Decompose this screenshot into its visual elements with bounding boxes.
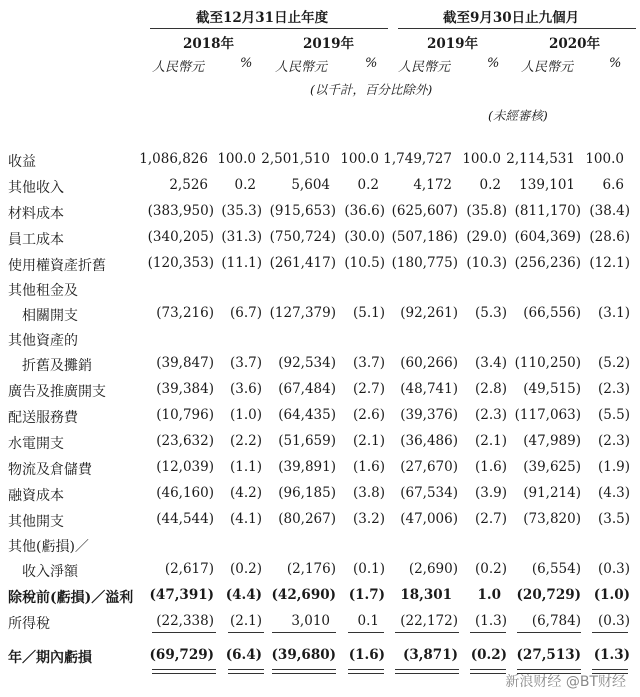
- row-label: 其他(虧損)／: [8, 539, 89, 555]
- percent-cell: 6.6: [602, 177, 624, 193]
- row-label: 配送服務費: [8, 410, 78, 426]
- percent-cell: 100.0: [340, 151, 379, 167]
- watermark: 新浪财经 @BT财经: [505, 674, 626, 690]
- percent-cell: (0.2): [474, 561, 507, 577]
- percent-cell: (1.0): [593, 587, 630, 603]
- row-label: 收益: [8, 154, 36, 170]
- percent-cell: (6.7): [229, 305, 262, 321]
- subtotal-rule: [395, 632, 459, 633]
- amount-cell: (180,775): [391, 255, 458, 271]
- table-row: [0, 203, 640, 225]
- amount-cell: (3,871): [402, 647, 458, 663]
- percent-cell: (2.7): [474, 511, 507, 527]
- row-label: 材料成本: [8, 206, 64, 222]
- amount-cell: (51,659): [278, 433, 336, 449]
- percent-cell: (1.0): [229, 407, 262, 423]
- percent-cell: (2.1): [474, 433, 507, 449]
- percent-cell: (4.3): [597, 485, 630, 501]
- amount-cell: (39,625): [523, 459, 581, 475]
- percent-cell: (3.6): [229, 381, 262, 397]
- amount-cell: (39,847): [156, 355, 214, 371]
- amount-cell: (47,391): [149, 587, 214, 603]
- percent-cell: (5.2): [597, 355, 630, 371]
- percent-cell: (4.4): [225, 587, 262, 603]
- amount-cell: (39,384): [156, 381, 214, 397]
- amount-cell: (2,176): [286, 561, 336, 577]
- percent-cell: (3.2): [352, 511, 385, 527]
- percent-cell: (4.2): [229, 485, 262, 501]
- percent-cell: 0.2: [234, 177, 256, 193]
- amount-cell: (67,484): [278, 381, 336, 397]
- table-row: [0, 539, 640, 583]
- amount-cell: (92,534): [278, 355, 336, 371]
- percent-cell: (1.6): [352, 459, 385, 475]
- row-label: 員工成本: [8, 232, 64, 248]
- amount-cell: (22,338): [156, 613, 214, 629]
- amount-cell: 2,114,531: [506, 151, 575, 167]
- percent-cell: (6.4): [225, 647, 262, 663]
- header-underline: [398, 28, 636, 29]
- amount-cell: (39,376): [400, 407, 458, 423]
- amount-cell: (507,186): [391, 229, 458, 245]
- percent-cell: 100.0: [585, 151, 624, 167]
- percent-cell: (1.3): [593, 647, 630, 663]
- percent-cell: (10.3): [466, 255, 507, 271]
- amount-cell: (91,214): [523, 485, 581, 501]
- amount-cell: (44,544): [156, 511, 214, 527]
- table-row: [0, 333, 640, 377]
- percent-cell: (2.8): [474, 381, 507, 397]
- amount-cell: (80,267): [278, 511, 336, 527]
- total-double-rule: [152, 669, 216, 674]
- percent-cell: (30.0): [344, 229, 385, 245]
- percent-cell: (3.7): [352, 355, 385, 371]
- percent-cell: (12.1): [589, 255, 630, 271]
- amount-cell: (48,741): [400, 381, 458, 397]
- percent-cell: (1.9): [597, 459, 630, 475]
- percent-cell: (5.3): [474, 305, 507, 321]
- amount-cell: 5,604: [291, 177, 330, 193]
- subtotal-rule: [470, 632, 506, 633]
- percent-cell: 1.0: [477, 587, 501, 603]
- subtotal-rule: [592, 632, 628, 633]
- percent-cell: (1.1): [229, 459, 262, 475]
- total-double-rule: [272, 669, 336, 674]
- row-label: 物流及倉儲費: [8, 462, 92, 478]
- amount-cell: (60,266): [400, 355, 458, 371]
- amount-cell: (2,690): [408, 561, 458, 577]
- amount-cell: (20,729): [516, 587, 581, 603]
- amount-cell: (69,729): [149, 647, 214, 663]
- percent-cell: (1.7): [348, 587, 385, 603]
- percent-cell: (0.3): [597, 613, 630, 629]
- percent-cell: 0.2: [357, 177, 379, 193]
- currency-header: 人民幣元: [152, 60, 205, 75]
- amount-cell: (73,216): [156, 305, 214, 321]
- percent-cell: (28.6): [589, 229, 630, 245]
- amount-cell: (6,554): [531, 561, 581, 577]
- percent-cell: 100.0: [462, 151, 501, 167]
- amount-cell: 139,101: [519, 177, 575, 193]
- amount-cell: (625,607): [391, 203, 458, 219]
- amount-cell: (47,006): [400, 511, 458, 527]
- percent-cell: (3.1): [597, 305, 630, 321]
- table-row: [0, 511, 640, 533]
- row-label: 其他資產的: [8, 333, 78, 349]
- amount-cell: (383,950): [147, 203, 214, 219]
- year-header: 2019年: [303, 36, 355, 52]
- percent-cell: (1.3): [474, 613, 507, 629]
- percent-cell: (5.5): [597, 407, 630, 423]
- percent-cell: (3.9): [474, 485, 507, 501]
- subtotal-rule: [517, 632, 581, 633]
- row-label: 廣告及推廣開支: [8, 384, 106, 400]
- percent-cell: (0.2): [470, 647, 507, 663]
- percent-cell: (2.3): [474, 407, 507, 423]
- currency-header: 人民幣元: [275, 60, 328, 75]
- total-double-rule: [348, 669, 384, 674]
- percent-cell: (2.1): [229, 613, 262, 629]
- amount-cell: (96,185): [278, 485, 336, 501]
- row-label: 相關開支: [22, 308, 78, 324]
- percent-cell: (36.6): [344, 203, 385, 219]
- amount-cell: (340,205): [147, 229, 214, 245]
- percent-cell: (3.5): [597, 511, 630, 527]
- percent-cell: (3.4): [474, 355, 507, 371]
- amount-cell: (750,724): [269, 229, 336, 245]
- percent-cell: 100.0: [217, 151, 256, 167]
- currency-header: 人民幣元: [521, 60, 574, 75]
- percent-cell: (2.3): [597, 433, 630, 449]
- table-row: [0, 229, 640, 251]
- amount-cell: (6,784): [531, 613, 581, 629]
- row-label: 年／期內虧損: [8, 650, 92, 666]
- subtotal-rule: [152, 632, 216, 633]
- amount-cell: 4,172: [413, 177, 452, 193]
- amount-cell: (12,039): [156, 459, 214, 475]
- amount-cell: (23,632): [156, 433, 214, 449]
- amount-cell: (39,680): [271, 647, 336, 663]
- year-header: 2018年: [183, 36, 235, 52]
- percent-cell: (35.3): [221, 203, 262, 219]
- amount-cell: (117,063): [514, 407, 581, 423]
- percent-header: %: [365, 56, 378, 71]
- subtotal-rule: [272, 632, 336, 633]
- amount-cell: (39,891): [278, 459, 336, 475]
- currency-header: 人民幣元: [398, 60, 451, 75]
- row-label: 其他開支: [8, 514, 64, 530]
- table-row: [0, 255, 640, 277]
- table-row: [0, 177, 640, 199]
- percent-header: %: [609, 56, 622, 71]
- percent-cell: (2.7): [352, 381, 385, 397]
- table-row: [0, 647, 640, 669]
- row-label: 折舊及攤銷: [22, 358, 92, 374]
- amount-cell: (811,170): [514, 203, 581, 219]
- table-row: [0, 485, 640, 507]
- table-row: [0, 407, 640, 429]
- percent-cell: (3.8): [352, 485, 385, 501]
- percent-cell: (1.6): [474, 459, 507, 475]
- year-header: 2020年: [549, 36, 601, 52]
- amount-cell: (92,261): [400, 305, 458, 321]
- row-label: 所得稅: [8, 616, 50, 632]
- unaudited-note: (未經審核): [488, 108, 548, 123]
- total-double-rule: [228, 669, 264, 674]
- amount-cell: 18,301: [400, 587, 452, 603]
- amount-cell: 1,749,727: [383, 151, 452, 167]
- percent-cell: (0.3): [597, 561, 630, 577]
- percent-cell: (2.2): [229, 433, 262, 449]
- table-row: [0, 433, 640, 455]
- amount-cell: (120,353): [147, 255, 214, 271]
- percent-cell: (3.7): [229, 355, 262, 371]
- percent-cell: (11.1): [221, 255, 262, 271]
- amount-cell: (2,617): [164, 561, 214, 577]
- percent-cell: (2.1): [352, 433, 385, 449]
- amount-cell: (27,513): [516, 647, 581, 663]
- amount-cell: (110,250): [514, 355, 581, 371]
- table-row: [0, 459, 640, 481]
- row-label: 除稅前(虧損)／溢利: [8, 590, 134, 606]
- row-label: 水電開支: [8, 436, 64, 452]
- percent-cell: (1.6): [348, 647, 385, 663]
- percent-cell: (4.1): [229, 511, 262, 527]
- amount-cell: (915,653): [269, 203, 336, 219]
- amount-cell: (49,515): [523, 381, 581, 397]
- percent-cell: (0.1): [352, 561, 385, 577]
- percent-cell: 0.1: [357, 613, 379, 629]
- amount-cell: (42,690): [271, 587, 336, 603]
- amount-cell: 2,501,510: [261, 151, 330, 167]
- total-double-rule: [395, 669, 459, 674]
- row-label: 收入淨額: [22, 564, 78, 580]
- row-label: 融資成本: [8, 488, 64, 504]
- amount-cell: (22,172): [400, 613, 458, 629]
- amount-cell: (47,989): [523, 433, 581, 449]
- amount-cell: (66,556): [523, 305, 581, 321]
- percent-header: %: [240, 56, 253, 71]
- percent-cell: (35.8): [466, 203, 507, 219]
- percent-cell: (10.5): [344, 255, 385, 271]
- amount-cell: (73,820): [523, 511, 581, 527]
- percent-cell: (2.6): [352, 407, 385, 423]
- table-row: [0, 283, 640, 327]
- period-header-fiscal-year: 截至12月31日止年度: [196, 10, 329, 26]
- period-header-nine-months: 截至9月30日止九個月: [443, 10, 580, 26]
- amount-cell: (36,486): [400, 433, 458, 449]
- percent-cell: (5.1): [352, 305, 385, 321]
- percent-cell: (38.4): [589, 203, 630, 219]
- percent-header: %: [487, 56, 500, 71]
- amount-cell: (10,796): [156, 407, 214, 423]
- total-double-rule: [470, 669, 506, 674]
- row-label: 使用權資產折舊: [8, 258, 106, 274]
- percent-cell: (31.3): [221, 229, 262, 245]
- amount-cell: 2,526: [169, 177, 208, 193]
- subtotal-rule: [228, 632, 264, 633]
- amount-cell: (64,435): [278, 407, 336, 423]
- amount-cell: (604,369): [514, 229, 581, 245]
- amount-cell: 3,010: [291, 613, 330, 629]
- table-row: [0, 151, 640, 173]
- amount-cell: (27,670): [400, 459, 458, 475]
- percent-cell: (29.0): [466, 229, 507, 245]
- percent-cell: (0.2): [229, 561, 262, 577]
- year-header: 2019年: [427, 36, 479, 52]
- subtotal-rule: [348, 632, 384, 633]
- percent-cell: (2.3): [597, 381, 630, 397]
- percent-cell: 0.2: [479, 177, 501, 193]
- table-row: [0, 381, 640, 403]
- amount-cell: (46,160): [156, 485, 214, 501]
- header-underline: [150, 28, 388, 29]
- amount-cell: (256,236): [514, 255, 581, 271]
- row-label: 其他收入: [8, 180, 64, 196]
- row-label: 其他租金及: [8, 283, 78, 299]
- amount-cell: (67,534): [400, 485, 458, 501]
- amount-cell: (261,417): [269, 255, 336, 271]
- table-row: [0, 587, 640, 609]
- amount-cell: (127,379): [269, 305, 336, 321]
- unit-note: (以千計，百分比除外): [310, 82, 433, 97]
- amount-cell: 1,086,826: [139, 151, 208, 167]
